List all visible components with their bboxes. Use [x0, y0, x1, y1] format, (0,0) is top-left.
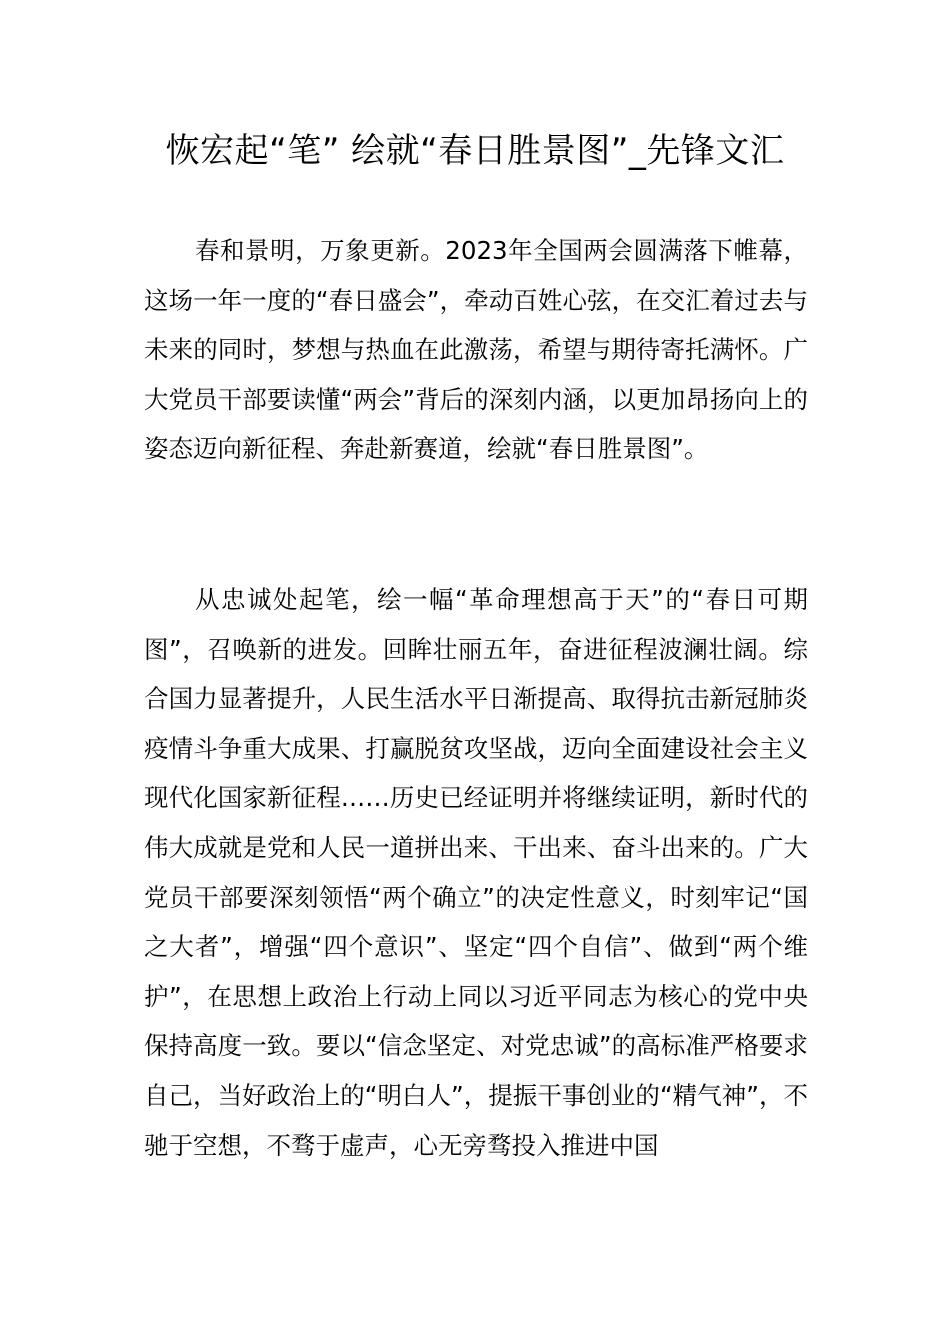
body-paragraph-1: 春和景明，万象更新。2023年全国两会圆满落下帷幕，这场一年一度的“春日盛会”，牵动百姓心弦，在交汇着过去与未来的同时，梦想与热血在此激荡，希望与期待寄托满怀。广大党员干部要读懂“两会”背后的深刻内涵，以更加昂扬向上的姿态迈向新征程、奔赴新赛道，绘就“春日胜景图”。 — [144, 236, 808, 464]
body-paragraph-2: 从忠诚处起笔，绘一幅“革命理想高于天”的“春日可期图”，召唤新的进发。回眸壮丽五年，奋进征程波澜壮阔。综合国力显著提升，人民生活水平日渐提高、取得抗击新冠肺炎疫情斗争重大成果、打赢脱贫攻坚战，迈向全面建设社会主义现代化国家新征程……历史已经证明并将继续证明，新时代的伟大成就是党和人民一道拼出来、干出来、奋斗出来的。广大党员干部要深刻领悟“两个确立”的决定性意义，时刻牢记“国之大者”，增强“四个意识”、坚定“四个自信”、做到“两个维护”，在思想上政治上行动上同以习近平同志为核心的党中央保持高度一致。要以“信念坚定、对党忠诚”的高标准严格要求自己，当好政治上的“明白人”，提振干事创业的“精气神”，不驰于空想，不骛于虚声，心无旁骛投入推进中国 — [144, 585, 808, 1160]
document-title: 恢宏起“笔” 绘就“春日胜景图”_先锋文汇 — [165, 131, 785, 171]
